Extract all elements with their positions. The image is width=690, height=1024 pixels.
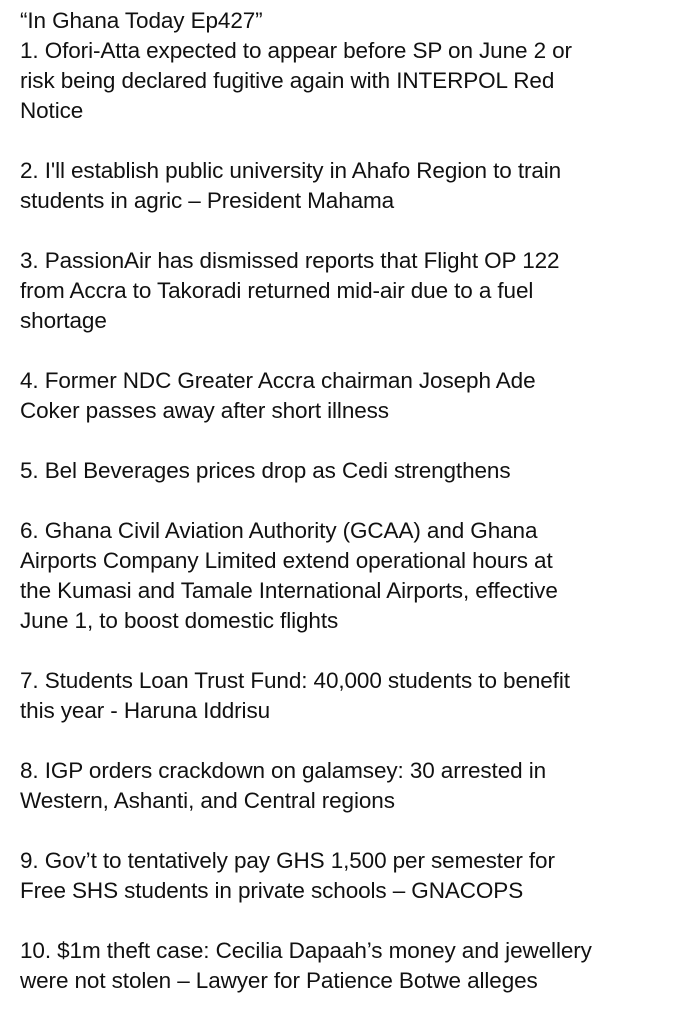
news-item-line: 5. Bel Beverages prices drop as Cedi strengthens: [20, 458, 511, 483]
news-item-line: this year - Haruna Iddrisu: [20, 698, 271, 723]
news-item-10: [20, 936, 680, 996]
news-item-9: [20, 846, 680, 906]
news-item-line: 6. Ghana Civil Aviation Authority (GCAA) and Ghana: [20, 518, 538, 543]
news-item-line: shortage: [20, 308, 107, 333]
news-item-line: Notice: [20, 98, 84, 123]
news-item-line: 8. IGP orders crackdown on galamsey: 30 arrested in: [20, 758, 547, 783]
news-item-line: students in agric – President Mahama: [20, 188, 395, 213]
news-item-5: [20, 456, 680, 486]
note-title: “In Ghana Today Ep427”: [20, 8, 263, 33]
news-item-line: Coker passes away after short illness: [20, 398, 389, 423]
news-item-line: 3. PassionAir has dismissed reports that Flight OP 122: [20, 248, 560, 273]
news-item-line: 4. Former NDC Greater Accra chairman Joseph Ade: [20, 368, 536, 393]
news-item-6: [20, 516, 680, 636]
news-item-4: [20, 366, 680, 426]
news-item-line: 9. Gov’t to tentatively pay GHS 1,500 per semester for: [20, 848, 555, 873]
news-item-line: Western, Ashanti, and Central regions: [20, 788, 395, 813]
news-item-line: June 1, to boost domestic flights: [20, 608, 339, 633]
news-item-line: 10. $1m theft case: Cecilia Dapaah’s money and jewellery: [20, 938, 592, 963]
news-item-line: 7. Students Loan Trust Fund: 40,000 students to benefit: [20, 668, 570, 693]
news-item-8: [20, 756, 680, 816]
news-item-2: [20, 156, 680, 216]
news-item-line: 2. I'll establish public university in Ahafo Region to train: [20, 158, 562, 183]
news-item-line: the Kumasi and Tamale International Airports, effective: [20, 578, 558, 603]
news-item-line: were not stolen – Lawyer for Patience Botwe alleges: [20, 968, 538, 993]
news-item-line: risk being declared fugitive again with INTERPOL Red: [20, 68, 555, 93]
news-item-7: [20, 666, 680, 726]
news-item-line: 1. Ofori-Atta expected to appear before SP on June 2 or: [20, 38, 572, 63]
news-item-line: Airports Company Limited extend operational hours at: [20, 548, 553, 573]
news-note: [20, 6, 680, 996]
news-item-3: [20, 246, 680, 336]
news-item-line: from Accra to Takoradi returned mid-air due to a fuel: [20, 278, 534, 303]
news-item-line: Free SHS students in private schools – GNACOPS: [20, 878, 524, 903]
news-item-1: [20, 36, 680, 126]
